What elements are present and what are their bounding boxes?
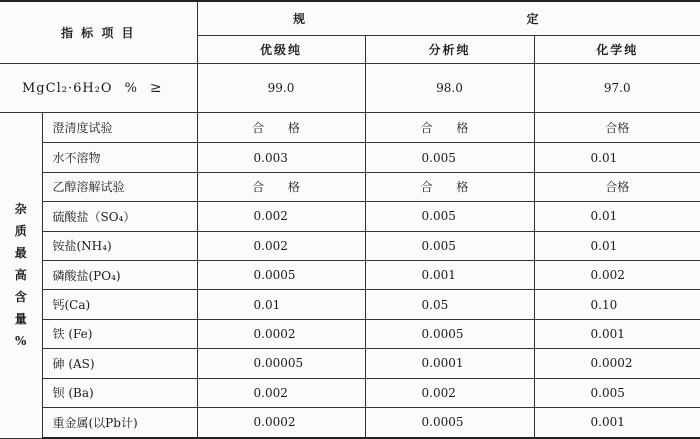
row-value: 0.0002 [197, 319, 365, 348]
table-row [0, 172, 700, 201]
content-row [0, 64, 700, 113]
row-value: 合 格 [197, 113, 365, 143]
row-value: 0.0005 [365, 407, 534, 438]
content-label [0, 64, 197, 113]
table-row [0, 378, 700, 407]
table-row [0, 231, 700, 260]
row-name: 铁 (Fe) [42, 319, 197, 348]
item-header: 指 标 项 目 [0, 1, 197, 64]
row-value: 0.002 [534, 260, 700, 289]
row-value: 0.005 [365, 202, 534, 231]
row-value: 合 格 [197, 172, 365, 201]
row-name: 钙(Ca) [42, 290, 197, 319]
unit: % [124, 81, 138, 97]
row-name: 澄清度试验 [42, 113, 197, 143]
grade-header: 优级纯 [197, 35, 365, 63]
row-value: 0.05 [365, 290, 534, 319]
row-value: 0.0005 [365, 319, 534, 348]
table-row [0, 349, 700, 378]
row-name: 砷 (AS) [42, 349, 197, 378]
table-row [0, 260, 700, 289]
row-value: 0.002 [365, 378, 534, 407]
row-value: 0.001 [534, 407, 700, 438]
header-row-1 [0, 1, 700, 35]
row-value: 合格 [534, 113, 700, 143]
formula: MgCl₂·6H₂O [22, 81, 113, 97]
content-value: 99.0 [197, 64, 365, 113]
row-value: 0.01 [534, 231, 700, 260]
row-value: 0.001 [365, 260, 534, 289]
row-value: 0.0001 [365, 349, 534, 378]
comparator: ≥ [149, 80, 163, 97]
row-name: 钡 (Ba) [42, 378, 197, 407]
row-value: 0.0002 [534, 349, 700, 378]
row-name: 乙醇溶解试验 [42, 172, 197, 201]
row-name: 水不溶物 [42, 143, 197, 172]
impurity-group-label: 杂 质 最 高 含 量 % [0, 113, 42, 439]
row-value: 合 格 [365, 172, 534, 201]
row-value: 0.0002 [197, 407, 365, 438]
row-value: 0.00005 [197, 349, 365, 378]
row-value: 0.0005 [197, 260, 365, 289]
row-value: 0.005 [365, 231, 534, 260]
row-name: 硫酸盐（SO₄） [42, 202, 197, 231]
row-value: 0.01 [197, 290, 365, 319]
row-value: 0.002 [197, 202, 365, 231]
row-value: 0.005 [365, 143, 534, 172]
row-value: 合 格 [365, 113, 534, 143]
row-value: 0.10 [534, 290, 700, 319]
row-value: 0.001 [534, 319, 700, 348]
row-value: 合格 [534, 172, 700, 201]
spec-header-right: 定 [365, 1, 700, 35]
row-value: 0.01 [534, 202, 700, 231]
content-value: 97.0 [534, 64, 700, 113]
row-name: 磷酸盐(PO₄) [42, 260, 197, 289]
content-value: 98.0 [365, 64, 534, 113]
table-row [0, 290, 700, 319]
table-row [0, 407, 700, 438]
row-name: 铵盐(NH₄) [42, 231, 197, 260]
table-row [0, 319, 700, 348]
table-row [0, 202, 700, 231]
row-name: 重金属(以Pb计) [42, 407, 197, 438]
row-value: 0.002 [197, 378, 365, 407]
row-value: 0.005 [534, 378, 700, 407]
spec-header-left: 规 [197, 1, 365, 35]
row-value: 0.002 [197, 231, 365, 260]
table-row [0, 143, 700, 172]
row-value: 0.003 [197, 143, 365, 172]
table-row [0, 113, 700, 143]
row-value: 0.01 [534, 143, 700, 172]
grade-header: 化学纯 [534, 35, 700, 63]
grade-header: 分析纯 [365, 35, 534, 63]
